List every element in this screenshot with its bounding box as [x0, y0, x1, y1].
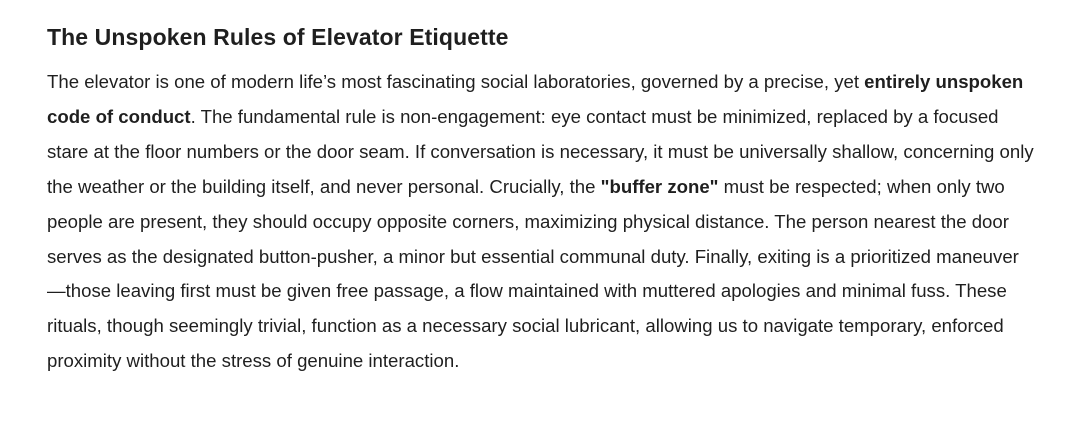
article-paragraph: [47, 65, 1037, 379]
paragraph-text-1: The elevator is one of modern life’s most fascinating social laboratories, governed by a precise, yet: [47, 71, 865, 92]
article-title: The Unspoken Rules of Elevator Etiquette: [47, 24, 509, 50]
emphasis-code-of-conduct: entirely unspoken code of conduct: [47, 71, 1024, 127]
paragraph-text-3: must be respected; when only two people are present, they should occupy opposite corners, maximizing physical distance. The person nearest the door serves as the designated button-pusher, a minor but essential communal duty. Finally, exiting is a prioritized maneuver—those leaving first must be given free passage, a flow maintained with muttered apologies and minimal fuss. These rituals, though seemingly trivial, function as a necessary social lubricant, allowing us to navigate temporary, enforced proximity without the stress of genuine interaction.: [47, 175, 1019, 372]
paragraph-text-2: . The fundamental rule is non-engagement: eye contact must be minimized, replaced by a focused stare at the floor numbers or the door seam. If conversation is necessary, it must be universally shallow, concerning only the weather or the building itself, and never personal. Crucially, the: [47, 105, 1034, 197]
emphasis-buffer-zone: "buffer zone": [600, 175, 719, 197]
article: [47, 20, 1037, 379]
